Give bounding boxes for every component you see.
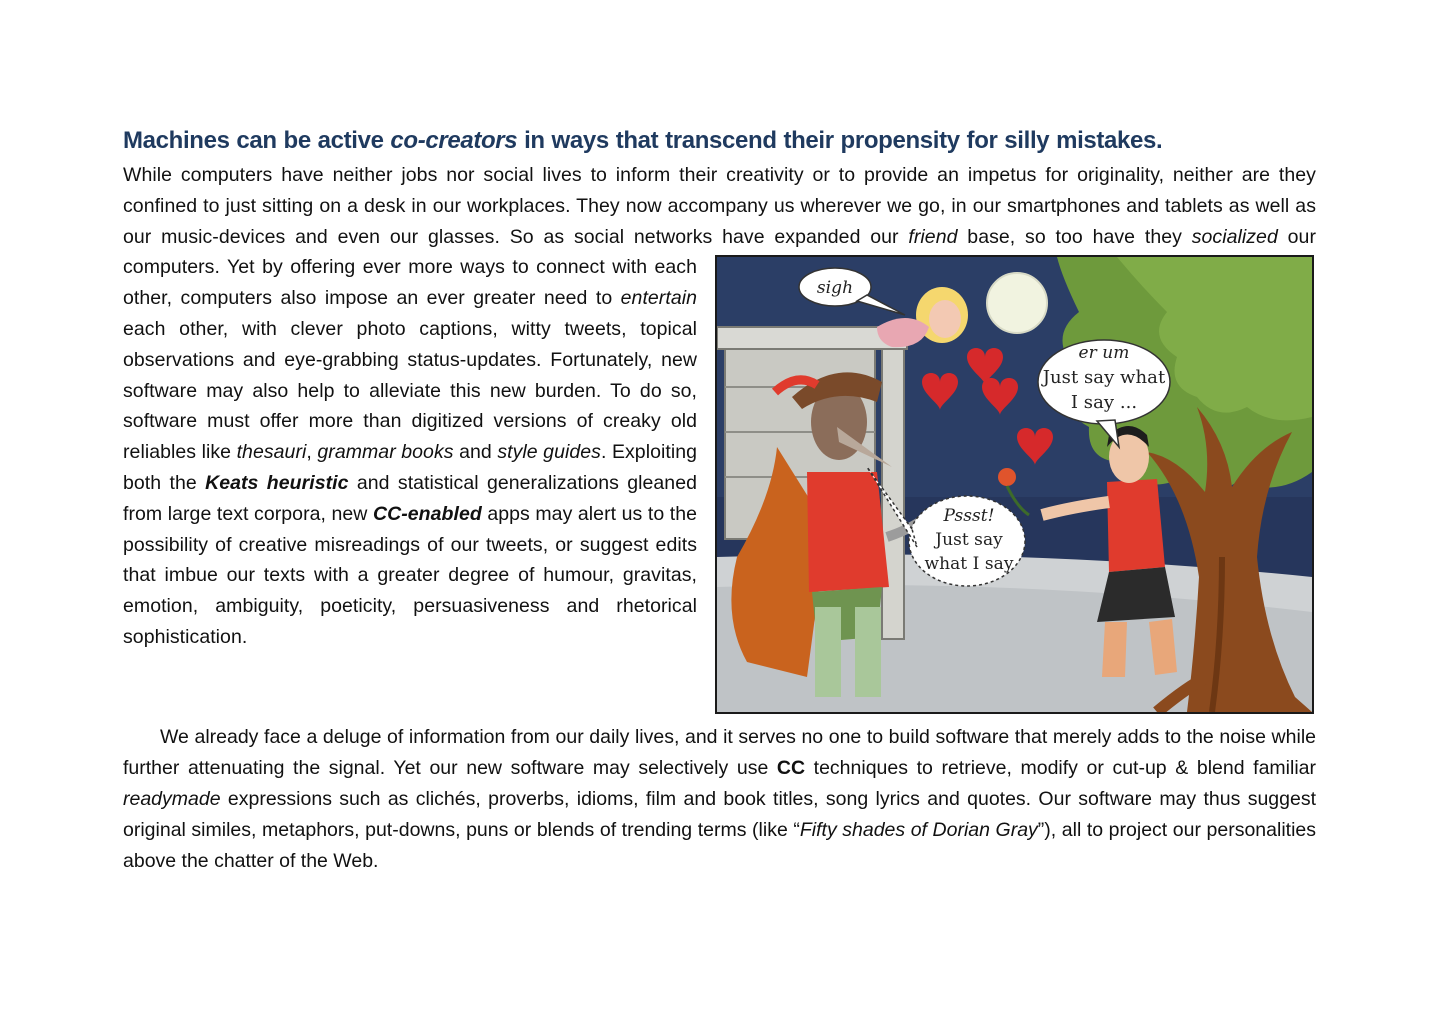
document-page [123,122,1316,876]
italic-grammar-books: grammar books [317,441,454,464]
para1-text: each other, with clever photo captions, witty tweets, topical observations and eye-grabbing status-updates. Fortunately, new software may also help to alleviate this new burden. To do so, software must offer more than digitized versions of creaky old reliables like [123,317,697,464]
heading-emphasis: co-creators [390,127,518,154]
italic-fifty-shades: Fifty shades of Dorian Gray [799,818,1038,841]
lady-face [929,300,961,338]
comic-illustration [715,255,1314,714]
bold-cc-enabled: CC-enabled [372,502,482,525]
comic-illustration-svg [717,257,1312,712]
bubble-right-line1: er um [1078,343,1130,364]
para1-text: . Exploiting both the [123,441,697,494]
para2-text: expressions such as clichés, proverbs, idioms, film and book titles, song lyrics and quotes. Our software may thus suggest original similes, metaphors, put-downs, puns or blends of trending terms (like “ [123,787,1316,841]
italic-thesauri: thesauri [236,441,307,464]
para1-text: While computers have neither jobs nor social lives to inform their creativity or to provide an impetus for originality, neither are they confined to just sitting on a desk in our workplaces. They now accompany us wherever we go, in our smartphones and tablets as well as our music-devices and even our glasses. So as social networks have expanded our [123,164,1316,248]
right-man-leg [1102,622,1127,677]
italic-entertain: entertain [620,287,697,310]
second-paragraph [123,718,1316,876]
para1-text: base, so too have they [957,225,1192,248]
heading-text-start: Machines can be active [123,127,391,154]
intro-paragraph [123,160,1316,653]
bubble-right-line2: Just say what [1042,367,1166,389]
left-man-boot [815,607,841,697]
bubble-left-line3: what I say [924,554,1014,575]
left-man-doublet [807,472,889,592]
para1-text: , [306,441,318,464]
rose-icon [998,468,1016,486]
bubble-sigh-text: sigh [816,278,854,299]
section-heading [123,122,1316,160]
bubble-right-line3: I say ... [1070,392,1138,414]
bold-keats-heuristic: Keats heuristic [205,471,349,494]
bubble-left-line1: Pssst! [943,506,995,527]
bubble-left-line2: Just say [935,530,1003,551]
right-man-doublet [1107,479,1165,572]
italic-friend: friend [908,225,958,248]
bold-cc: CC [776,757,806,780]
heading-text-end: in ways that transcend their propensity for silly mistakes. [517,127,1163,154]
para2-text: techniques to retrieve, modify or cut-up & blend familiar [805,757,1316,780]
para1-text: our computers. Yet by offering ever more ways to connect with each other, computers also impose an ever greater need to [123,225,1316,310]
para2-text: We already face a deluge of information from our daily lives, and it serves no one to build software that merely adds to the noise while further attenuating the signal. Yet our new software may selectively use [123,726,1316,780]
italic-readymade: readymade [123,787,221,810]
para1-text: and statistical generalizations gleaned from large text corpora, new [123,471,697,525]
left-man-boot [855,607,881,697]
right-man-breeches [1097,567,1175,622]
para1-text: apps may alert us to the possibility of creative misreadings of our tweets, or suggest edits that imbue our texts with a greater degree of humour, gravitas, emotion, ambiguity, poeticity, persuasiveness and rhetorical sophistication. [123,502,697,648]
para2-text: ”), all to project our personalities above the chatter of the Web. [123,818,1316,872]
italic-socialized: socialized [1191,225,1278,248]
para1-text: and [453,441,498,464]
italic-style-guides: style guides [497,441,601,464]
